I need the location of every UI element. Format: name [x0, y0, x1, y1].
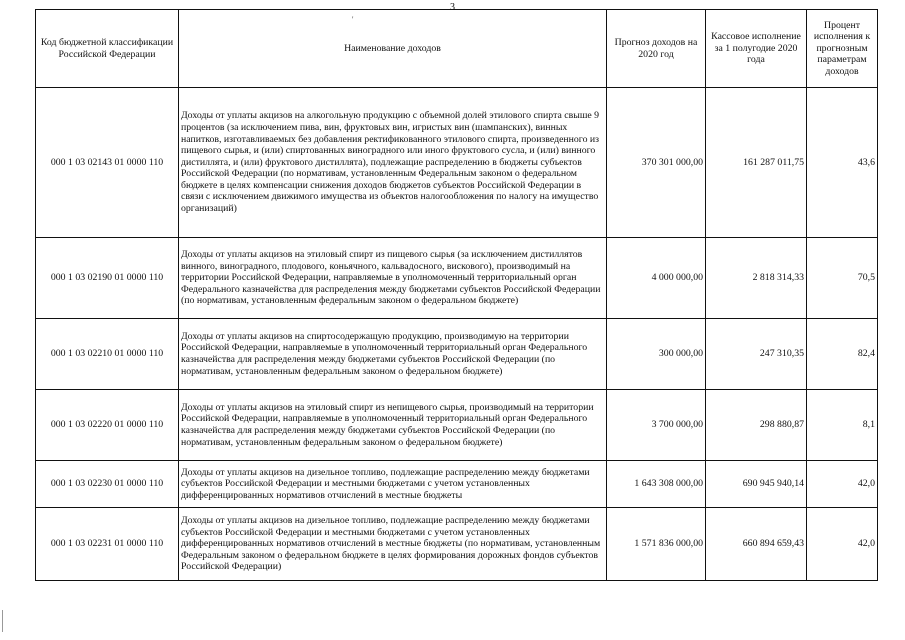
header-forecast: Прогноз доходов на 2020 год — [607, 10, 706, 88]
row-percent: 42,0 — [807, 461, 878, 508]
row-forecast: 300 000,00 — [607, 319, 706, 390]
table-header-row — [36, 10, 878, 88]
header-name: Наименование доходов — [179, 10, 607, 88]
header-code: Код бюджетной классификации Российской Федерации — [36, 10, 179, 88]
row-code: 000 1 03 02220 01 0000 110 — [36, 390, 179, 461]
row-forecast: 3 700 000,00 — [607, 390, 706, 461]
header-mark: ' — [352, 15, 354, 24]
row-actual: 2 818 314,33 — [706, 238, 807, 319]
table-row — [36, 319, 878, 390]
row-actual: 247 310,35 — [706, 319, 807, 390]
row-code: 000 1 03 02230 01 0000 110 — [36, 461, 179, 508]
row-name: Доходы от уплаты акцизов на этиловый спирт из непищевого сырья, производимый на территории Российской Федерации, направляемые в уполномоченный территориальный орган Федерального казначейства для распределения между бюджетами субъектов Российской Федерации (по нормативам, установленным федеральным законом о федеральном бюджете) — [179, 390, 607, 461]
row-code: 000 1 03 02210 01 0000 110 — [36, 319, 179, 390]
header-percent: Процент исполнения к прогнозным параметрам доходов — [807, 10, 878, 88]
revenue-table — [35, 9, 878, 581]
scan-edge-mark — [2, 610, 3, 632]
row-actual: 161 287 011,75 — [706, 88, 807, 238]
table-row — [36, 508, 878, 581]
row-name: Доходы от уплаты акцизов на этиловый спирт из пищевого сырья (за исключением дистиллятов винного, виноградного, плодового, коньячного, кальвадосного, вискового), производимый на территории Российской Федерации, направляемые в уполномоченный территориальный орган Федерального казначейства для распределения между бюджетами субъектов Российской Федерации (по нормативам, установленным федеральным законом о федеральном бюджете) — [179, 238, 607, 319]
row-percent: 42,0 — [807, 508, 878, 581]
row-actual: 660 894 659,43 — [706, 508, 807, 581]
row-forecast: 4 000 000,00 — [607, 238, 706, 319]
row-percent: 82,4 — [807, 319, 878, 390]
row-percent: 43,6 — [807, 88, 878, 238]
row-name: Доходы от уплаты акцизов на дизельное топливо, подлежащие распределению между бюджетами субъектов Российской Федерации и местными бюджетами с учетом установленных дифференцированных нормативов отчислений в местные бюджеты — [179, 461, 607, 508]
row-percent: 8,1 — [807, 390, 878, 461]
row-name: Доходы от уплаты акцизов на алкогольную продукцию с объемной долей этилового спирта свыше 9 процентов (за исключением пива, вин, фруктовых вин, игристых вин (шампанских), винных напитков, изготавливаемых без добавления ректификованного этилового спирта, произведенного из пищевого сырья, и (или) спиртованных виноградного или иного фруктового сусла, и (или) винного дистиллята, и (или) фруктового дистиллята), подлежащие распределению в бюджеты субъектов Российской Федерации (по нормативам, установленным Федеральным законом о федеральном бюджете в целях компенсации снижения доходов бюджетов субъектов Российской Федерации в связи с исключением движимого имущества из объектов налогообложения по налогу на имущество организаций) — [179, 88, 607, 238]
row-code: 000 1 03 02190 01 0000 110 — [36, 238, 179, 319]
row-actual: 298 880,87 — [706, 390, 807, 461]
row-actual: 690 945 940,14 — [706, 461, 807, 508]
table-row — [36, 88, 878, 238]
row-code: 000 1 03 02143 01 0000 110 — [36, 88, 179, 238]
row-forecast: 1 643 308 000,00 — [607, 461, 706, 508]
row-name: Доходы от уплаты акцизов на дизельное топливо, подлежащие распределению между бюджетами субъектов Российской Федерации и местными бюджетами с учетом установленных дифференцированных нормативов отчислений в местные бюджеты (по нормативам, установленным Федеральным законом о федеральном бюджете в целях формирования дорожных фондов субъектов Российской Федерации) — [179, 508, 607, 581]
table-row — [36, 238, 878, 319]
row-percent: 70,5 — [807, 238, 878, 319]
page-number: 3 — [450, 2, 455, 13]
header-actual: Кассовое исполнение за 1 полугодие 2020 года — [706, 10, 807, 88]
table-row — [36, 461, 878, 508]
row-name: Доходы от уплаты акцизов на спиртосодержащую продукцию, производимую на территории Российской Федерации, направляемые в уполномоченный территориальный орган Федерального казначейства для распределения между бюджетами субъектов Российской Федерации (по нормативам, установленным федеральным законом о федеральном бюджете) — [179, 319, 607, 390]
table-row — [36, 390, 878, 461]
row-forecast: 370 301 000,00 — [607, 88, 706, 238]
row-code: 000 1 03 02231 01 0000 110 — [36, 508, 179, 581]
row-forecast: 1 571 836 000,00 — [607, 508, 706, 581]
